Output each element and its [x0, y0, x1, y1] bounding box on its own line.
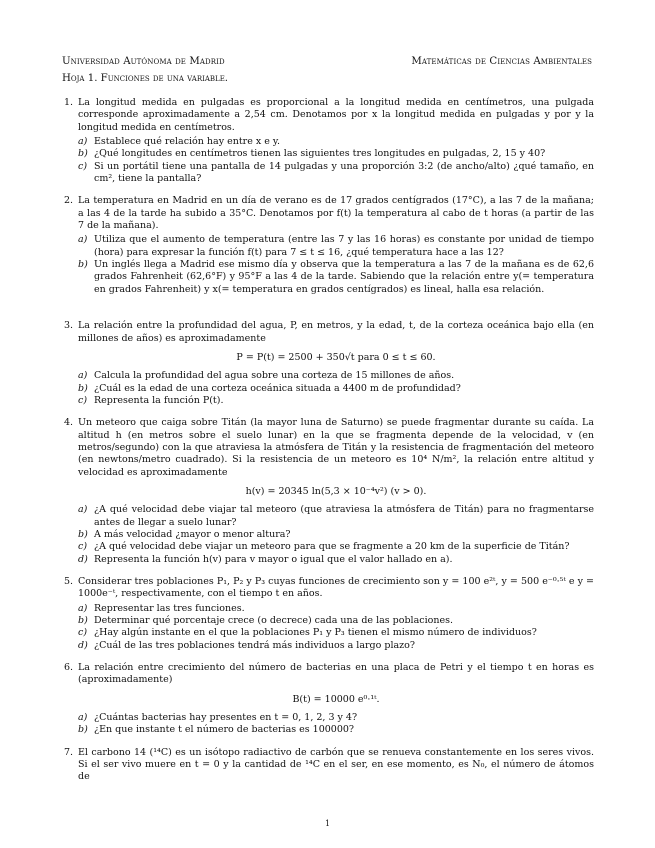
- part-label: a): [78, 602, 88, 614]
- part-text: Si un portátil tiene una pantalla de 14 pulgadas y una proporción 3:2 (de ancho/alto) ¿qué tamaño, en cm², tiene la pantalla?: [94, 160, 594, 185]
- problem-7: [64, 746, 594, 784]
- problem-4: [64, 417, 594, 566]
- problem-part: [78, 370, 594, 382]
- part-label: c): [78, 541, 88, 553]
- problem-part: [78, 259, 594, 296]
- problem-part: [78, 504, 594, 529]
- problem-statement: La temperatura en Madrid en un día de verano es de 17 grados centígrados (17°C), a las 7 de la mañana; a las 4 de la tarde ha subido a 35°C. Denotamos por f(t) la temperatura al cabo de t horas (a partir de las 7 de la mañana).: [78, 195, 594, 232]
- problem-part: [78, 541, 594, 553]
- problem-part: [78, 640, 594, 652]
- problem-part: [78, 724, 594, 736]
- problem-6: [64, 662, 594, 737]
- part-text: ¿A qué velocidad debe viajar un meteoro para que se fragmente a 20 km de la superficie de Titán?: [94, 541, 570, 553]
- part-text: Representa la función P(t).: [94, 394, 224, 406]
- part-label: b): [78, 148, 88, 160]
- part-label: a): [78, 136, 88, 148]
- problem-statement: Considerar tres poblaciones P₁, P₂ y P₃ cuyas funciones de crecimiento son y = 100 e²ᵗ, y = 500 e⁻⁰·⁵ᵗ e y = 1000e⁻ᵗ, respectivamente, con el tiempo t en años.: [78, 576, 594, 600]
- part-label: b): [78, 528, 88, 540]
- problem-1: [64, 97, 594, 185]
- part-label: d): [78, 639, 88, 651]
- part-text: ¿Hay algún instante en el que la poblaciones P₁ y P₃ tienen el mismo número de individuos?: [94, 627, 537, 639]
- problem-parts: [78, 504, 594, 566]
- problem-statement: La relación entre la profundidad del agua, P, en metros, y la edad, t, de la corteza oceánica bajo ella (en millones de años) es aproximadamente: [78, 320, 594, 344]
- part-text: ¿A qué velocidad debe viajar tal meteoro (que atraviesa la atmósfera de Titán) para no fragmentarse antes de llegar a suelo lunar?: [94, 504, 594, 528]
- part-label: c): [78, 394, 88, 406]
- problem-part: [78, 529, 594, 541]
- sheet-title: Hoja 1. Funciones de una variable.: [62, 73, 229, 84]
- part-label: a): [78, 234, 88, 246]
- formula: h(v) = 20345 ln(5,3 × 10⁻⁴v²) (v > 0).: [245, 485, 427, 497]
- problem-part: [78, 395, 594, 407]
- part-text: Calcula la profundidad del agua sobre una corteza de 15 millones de años.: [94, 370, 455, 382]
- part-label: b): [78, 382, 88, 394]
- part-label: c): [78, 627, 88, 639]
- part-label: b): [78, 615, 88, 627]
- problem-number: 5.: [64, 576, 74, 587]
- problem-part: [78, 148, 594, 160]
- part-label: a): [78, 370, 88, 382]
- problem-part: [78, 603, 594, 615]
- problem-2: [64, 195, 594, 296]
- part-label: b): [78, 724, 88, 736]
- problem-part: [78, 615, 594, 627]
- formula: B(t) = 10000 e⁰·¹ᵗ.: [292, 693, 380, 705]
- problem-parts: [78, 136, 594, 185]
- problem-number: 4.: [64, 417, 74, 429]
- problem-parts: [78, 370, 594, 407]
- course-header: Matemáticas de Ciencias Ambientales: [411, 56, 592, 67]
- problem-number: 6.: [64, 662, 74, 674]
- problem-statement: La longitud medida en pulgadas es proporcional a la longitud medida en centímetros, una pulgada corresponde aproximadamente a 2,54 cm. Denotamos por x la longitud medida en pulgadas y por y la longitud medida en centímetros.: [78, 97, 594, 133]
- problem-number: 7.: [64, 746, 74, 758]
- problem-parts: [78, 603, 594, 652]
- problem-5: [64, 576, 594, 652]
- problem-number: 2.: [64, 195, 74, 207]
- part-text: ¿Cuál es la edad de una corteza oceánica situada a 4400 m de profundidad?: [94, 382, 461, 394]
- part-text: A más velocidad ¿mayor o menor altura?: [94, 528, 291, 540]
- problem-statement: El carbono 14 (¹⁴C) es un isótopo radiactivo de carbón que se renueva constantemente en los seres vivos. Si el ser vivo muere en t = 0 y la cantidad de ¹⁴C en el ser, en ese momento, es N₀, el número de átomos de: [78, 746, 594, 783]
- problem-statement: La relación entre crecimiento del número de bacterias en una placa de Petri y el tiempo t en horas es (aproximadamente): [78, 662, 594, 686]
- problem-3: [64, 320, 594, 407]
- part-text: Determinar qué porcentaje crece (o decrece) cada una de las poblaciones.: [94, 615, 453, 627]
- part-text: Utiliza que el aumento de temperatura (entre las 7 y las 16 horas) es constante por unidad de tiempo (hora) para expresar la función f(t) para 7 ≤ t ≤ 16, ¿qué temperatura hace a las 12?: [94, 234, 594, 258]
- problem-statement: Un meteoro que caiga sobre Titán (la mayor luna de Saturno) se puede fragmentar durante su caída. La altitud h (en metros sobre el suelo lunar) en la que se fragmenta depende de la velocidad, v (en metros/segundo) con la que atraviesa la atmósfera de Titán y la resistencia de fragmentación del meteoro (en newtons/metro cuadrado). Si la resistencia de un meteoro es 10⁴ N/m², la relación entre altitud y velocidad es aproximadamente: [78, 417, 594, 478]
- part-text: ¿Cuántas bacterias hay presentes en t = 0, 1, 2, 3 y 4?: [94, 712, 358, 724]
- part-label: b): [78, 259, 88, 271]
- part-label: c): [78, 160, 88, 172]
- problem-part: [78, 383, 594, 395]
- university-header: Universidad Autónoma de Madrid: [62, 56, 225, 67]
- problem-list: [64, 97, 594, 794]
- part-label: d): [78, 553, 88, 565]
- problem-part: [78, 234, 594, 259]
- problem-part: [78, 712, 594, 724]
- problem-parts: [78, 234, 594, 296]
- problem-part: [78, 554, 594, 566]
- part-text: ¿Qué longitudes en centímetros tienen las siguientes tres longitudes en pulgadas, 2, 15 y 40?: [94, 148, 546, 160]
- problem-parts: [78, 712, 594, 737]
- problem-part: [78, 161, 594, 186]
- part-text: Representa la función h(v) para v mayor o igual que el valor hallado en a).: [94, 553, 453, 565]
- problem-part: [78, 627, 594, 639]
- part-text: Establece qué relación hay entre x e y.: [94, 136, 280, 148]
- part-text: Un inglés llega a Madrid ese mismo día y observa que la temperatura a las 7 de la mañana es de 62,6 grados Fahrenheit (62,6°F) y 95°F a las 4 de la tarde. Sabiendo que la relación entre y(= temperatura en grados Fahrenheit) y x(= temperatura en grados centígrados) es lineal, halla esa relación.: [94, 259, 594, 295]
- part-text: ¿Cuál de las tres poblaciones tendrá más individuos a largo plazo?: [94, 639, 415, 651]
- page-number: 1: [324, 819, 331, 828]
- problem-number: 3.: [64, 320, 74, 332]
- part-label: a): [78, 504, 88, 516]
- part-text: Representar las tres funciones.: [94, 602, 245, 614]
- formula: P = P(t) = 2500 + 350√t para 0 ≤ t ≤ 60.: [236, 351, 436, 363]
- problem-part: [78, 136, 594, 148]
- part-text: ¿En que instante t el número de bacterias es 100000?: [94, 724, 355, 736]
- problem-number: 1.: [64, 97, 74, 108]
- part-label: a): [78, 712, 88, 724]
